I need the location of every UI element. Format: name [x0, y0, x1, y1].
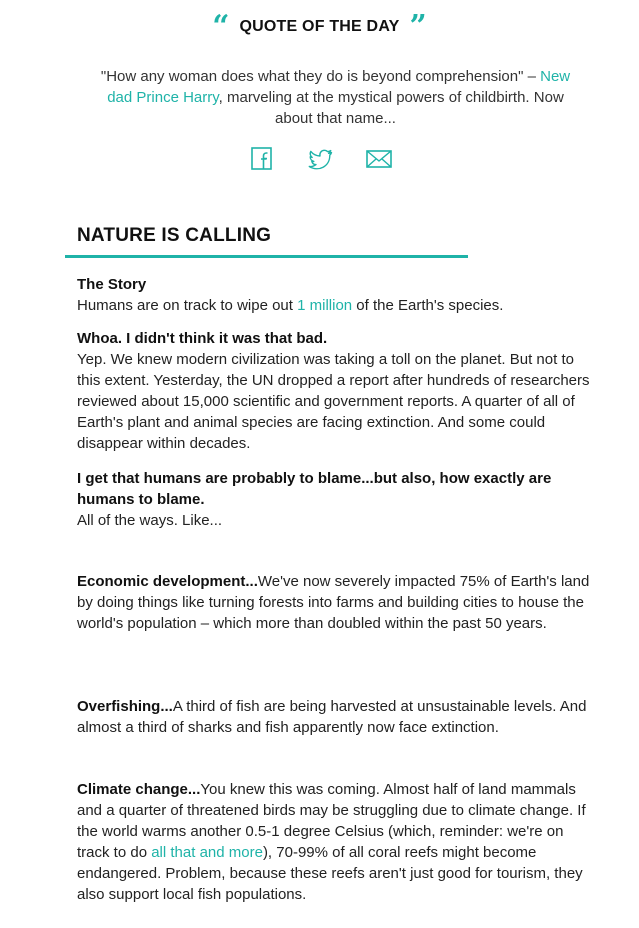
overfishing-text: A third of fish are being harvested at unsustainable levels. And almost a third of sharks and fish apparently now face extinction. — [77, 698, 587, 736]
climate-lead: Climate change... — [77, 781, 201, 798]
overfishing-paragraph — [77, 696, 597, 738]
whoa-heading: Whoa. I didn't think it was that bad. — [77, 330, 328, 347]
close-quote-icon: ” — [409, 9, 427, 44]
economic-text: We've now severely impacted 75% of Earth's land by doing things like turning forests into farms and building cities to house the world's population – which more than doubled within the past 50 years. — [77, 573, 590, 632]
section-divider — [65, 255, 468, 258]
climate-text-part-2: ), 70-99% of all coral reefs might become endangered. Problem, because these reefs aren't just good for tourism, they also support local fish populations. — [77, 844, 583, 903]
one-million-link[interactable]: 1 million — [297, 297, 353, 314]
share-bar — [0, 146, 639, 172]
climate-paragraph — [77, 779, 597, 905]
story-block — [77, 274, 597, 316]
blame-block — [77, 468, 597, 531]
economic-lead: Economic development... — [77, 573, 258, 590]
story-text — [77, 295, 597, 316]
story-text-part-2: of the Earth's species. — [352, 297, 504, 314]
economic-paragraph — [77, 571, 597, 634]
all-that-and-more-link[interactable]: all that and more — [151, 844, 263, 861]
blame-text: All of the ways. Like... — [77, 512, 223, 529]
story-text-part-1: Humans are on track to wipe out — [77, 297, 298, 314]
climate-text-part-1: You knew this was coming. Almost half of land mammals and a quarter of threatened birds may be struggling due to climate change. If the world warms another 0.5-1 degree Celsius (which, reminder: we're on track to do — [77, 781, 586, 861]
twitter-icon[interactable] — [307, 146, 333, 172]
whoa-block — [77, 328, 597, 454]
story-heading: The Story — [77, 276, 147, 293]
quote-of-the-day-title: QUOTE OF THE DAY — [239, 18, 400, 35]
whoa-text: Yep. We knew modern civilization was taking a toll on the planet. But not to this extent. Yesterday, the UN dropped a report after hundreds of researchers reviewed about 15,000 scientific and government reports. A quarter of all of Earth's plant and animal species are facing extinction. And some could disappear within decades. — [77, 351, 590, 452]
blame-heading: I get that humans are probably to blame...but also, how exactly are humans to blame. — [77, 470, 552, 508]
quote-text-part-2: , marveling at the mystical powers of childbirth. Now about that name... — [218, 89, 564, 127]
climate-block — [77, 779, 597, 905]
quote-text-part-1: "How any woman does what they do is beyond comprehension" – — [100, 68, 541, 85]
overfishing-lead: Overfishing... — [77, 698, 173, 715]
email-icon[interactable] — [365, 146, 391, 172]
overfishing-block — [77, 696, 597, 738]
quote-of-the-day-header — [0, 9, 639, 44]
quote-text — [88, 66, 583, 129]
facebook-icon[interactable] — [249, 146, 275, 172]
open-quote-icon: “ — [212, 9, 230, 44]
prince-harry-link[interactable]: New dad Prince Harry — [107, 68, 571, 106]
economic-block — [77, 571, 597, 634]
section-title: NATURE IS CALLING — [77, 225, 272, 246]
